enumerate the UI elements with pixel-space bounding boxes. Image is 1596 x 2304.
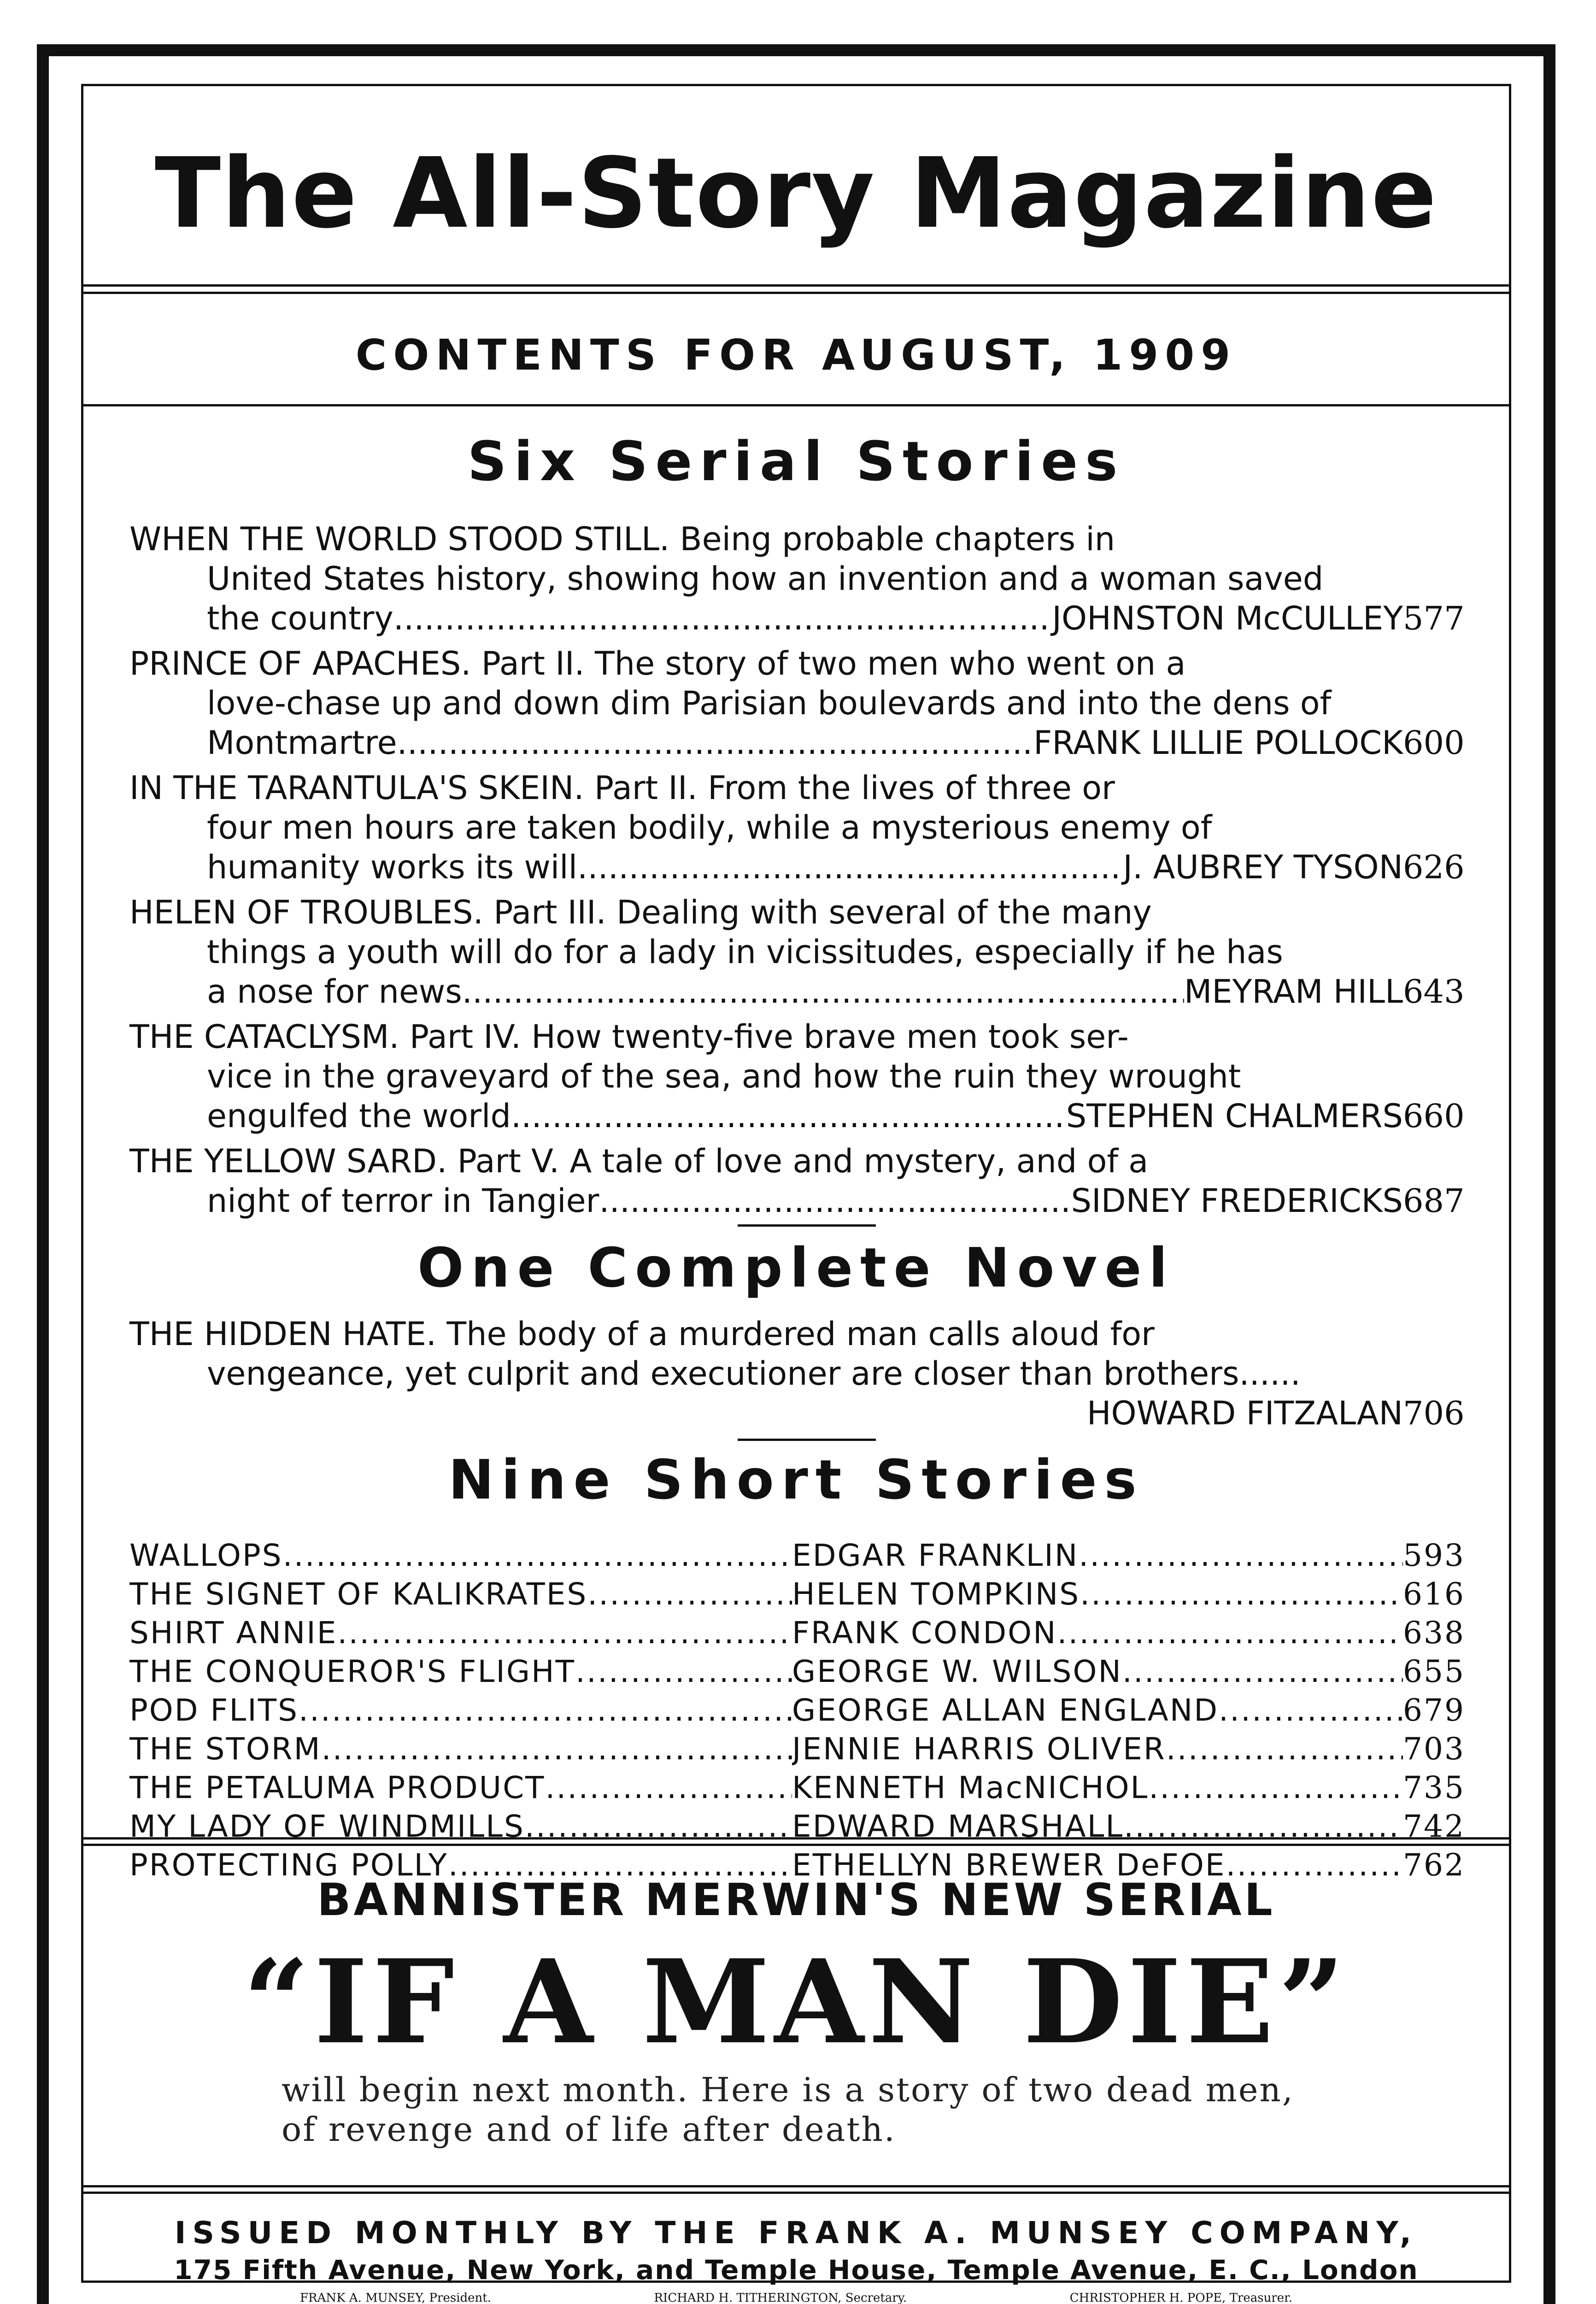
short-author: EDWARD MARSHALL <box>792 1809 1124 1844</box>
officer-president: FRANK A. MUNSEY, President. <box>300 2291 492 2304</box>
short-title: POD FLITS <box>129 1693 299 1728</box>
dot-leader <box>577 847 1123 887</box>
serial-line: IN THE TARANTULA'S SKEIN. Part II. From the lives of three or <box>129 769 1115 807</box>
serial-line: vice in the graveyard of the sea, and how the ruin they wrought <box>207 1058 1241 1095</box>
promo-text <box>282 2070 1371 2149</box>
dot-leader <box>397 723 1033 763</box>
contents-rule <box>83 404 1509 406</box>
short-story-row <box>129 1731 1463 1767</box>
serial-author: J. AUBREY TYSON <box>1123 848 1403 886</box>
serial-entry <box>129 644 1463 763</box>
short-page: 655 <box>1403 1654 1465 1689</box>
serial-line: four men hours are taken bodily, while a mysterious enemy of <box>207 809 1212 846</box>
novel-entry <box>129 1314 1463 1433</box>
novel-line: vengeance, yet culprit and executioner are closer than brothers...... <box>207 1355 1301 1393</box>
title-rule <box>83 284 1509 287</box>
novel-author: HOWARD FITZALAN <box>1086 1394 1403 1432</box>
short-author: JENNIE HARRIS OLIVER <box>792 1731 1166 1767</box>
serial-author: SIDNEY FREDERICKS <box>1071 1182 1403 1220</box>
short-story-row <box>129 1615 1463 1651</box>
novel-heading: One Complete Novel <box>417 1236 1175 1299</box>
novel-line: THE HIDDEN HATE. The body of a murdered man calls aloud for <box>129 1315 1155 1353</box>
short-page: 735 <box>1403 1770 1465 1805</box>
short-page: 638 <box>1403 1615 1465 1651</box>
short-title-cell <box>129 1538 792 1573</box>
promo-rule <box>83 1837 1509 1840</box>
short-title: SHIRT ANNIE <box>129 1615 338 1651</box>
issued-line: ISSUED MONTHLY BY THE FRANK A. MUNSEY COMPANY, <box>174 2215 1418 2251</box>
short-page: 742 <box>1403 1809 1465 1844</box>
short-author: EDGAR FRANKLIN <box>792 1538 1079 1573</box>
serial-line: THE YELLOW SARD. Part V. A tale of love and mystery, and of a <box>129 1142 1149 1180</box>
officer-treasurer: CHRISTOPHER H. POPE, Treasurer. <box>1069 2291 1292 2304</box>
dot-leader <box>322 1731 792 1767</box>
short-page: 762 <box>1403 1847 1465 1883</box>
short-author: GEORGE W. WILSON <box>792 1654 1122 1689</box>
short-author: KENNETH MacNICHOL <box>792 1770 1149 1805</box>
serial-page: 643 <box>1403 973 1465 1011</box>
dot-leader <box>1057 1615 1403 1651</box>
serial-line: THE CATACLYSM. Part IV. How twenty-five brave men took ser- <box>129 1018 1129 1056</box>
serial-final-line <box>129 847 1463 887</box>
short-title: THE SIGNET OF KALIKRATES <box>129 1576 588 1612</box>
short-author: GEORGE ALLAN ENGLAND <box>792 1693 1219 1728</box>
serial-final-line <box>129 972 1463 1011</box>
serial-page: 687 <box>1403 1182 1465 1220</box>
dot-leader <box>1122 1654 1403 1689</box>
serial-entry <box>129 893 1463 1011</box>
serial-final-line <box>129 599 1463 638</box>
serial-author: FRANK LILLIE POLLOCK <box>1033 724 1403 762</box>
short-story-row <box>129 1770 1463 1805</box>
footer-rule-2 <box>83 2192 1509 2194</box>
serial-text: a nose for news <box>207 973 462 1011</box>
short-title: THE CONQUEROR'S FLIGHT <box>129 1654 575 1689</box>
short-title-cell <box>129 1770 792 1805</box>
short-author-cell <box>792 1538 1403 1573</box>
serial-entry <box>129 1141 1463 1221</box>
short-story-row <box>129 1654 1463 1689</box>
serial-final-line <box>129 723 1463 763</box>
promo-rule-2 <box>83 1844 1509 1846</box>
title-rule-2 <box>83 292 1509 294</box>
short-title: WALLOPS <box>129 1538 283 1573</box>
serial-text: engulfed the world <box>207 1097 511 1135</box>
dot-leader <box>283 1538 792 1573</box>
section-divider <box>738 1224 876 1227</box>
serial-author: STEPHEN CHALMERS <box>1066 1097 1403 1135</box>
serial-text: the country <box>207 600 393 637</box>
dot-leader <box>575 1654 792 1689</box>
short-title: MY LADY OF WINDMILLS <box>129 1809 525 1844</box>
dot-leader <box>462 972 1184 1011</box>
serial-line: WHEN THE WORLD STOOD STILL. Being probable chapters in <box>129 520 1115 558</box>
serial-page: 600 <box>1403 724 1465 762</box>
short-title-cell <box>129 1693 792 1728</box>
serial-entry <box>129 768 1463 887</box>
short-story-row <box>129 1693 1463 1728</box>
dot-leader <box>1080 1576 1403 1612</box>
footer-rule <box>83 2185 1509 2187</box>
short-page: 593 <box>1403 1538 1465 1573</box>
dot-leader <box>545 1770 792 1805</box>
short-author-cell <box>792 1576 1403 1612</box>
dot-leader <box>1166 1731 1403 1767</box>
section-divider <box>738 1439 876 1441</box>
dot-leader <box>599 1181 1071 1221</box>
serial-entry <box>129 519 1463 638</box>
short-story-row <box>129 1538 1463 1573</box>
inner-border <box>81 84 1511 2304</box>
promo-text-line: of revenge and of life after death. <box>282 2110 896 2149</box>
short-page: 679 <box>1403 1693 1465 1728</box>
promo-text-line: will begin next month. Here is a story of two dead men, <box>282 2070 1294 2109</box>
serial-page: 626 <box>1403 848 1465 886</box>
short-author: HELEN TOMPKINS <box>792 1576 1080 1612</box>
short-author-cell <box>792 1770 1403 1805</box>
serial-line: love-chase up and down dim Parisian boulevards and into the dens of <box>207 684 1332 722</box>
novel-author-line <box>129 1393 1463 1433</box>
serial-line: HELEN OF TROUBLES. Part III. Dealing with several of the many <box>129 893 1152 931</box>
officer-secretary: RICHARD H. TITHERINGTON, Secretary. <box>654 2291 907 2304</box>
serial-author: MEYRAM HILL <box>1184 973 1403 1011</box>
novel-page: 706 <box>1403 1394 1465 1432</box>
serial-text: humanity works its will <box>207 848 578 886</box>
short-author-cell <box>792 1654 1403 1689</box>
serial-final-line <box>129 1096 1463 1136</box>
shorts-heading: Nine Short Stories <box>448 1448 1144 1511</box>
serial-entry <box>129 1017 1463 1136</box>
short-page: 616 <box>1403 1576 1465 1612</box>
short-title-cell <box>129 1576 792 1612</box>
officers-line <box>300 2291 1292 2304</box>
dot-leader <box>1219 1693 1403 1728</box>
short-title: THE PETALUMA PRODUCT <box>129 1770 546 1805</box>
short-author-cell <box>792 1731 1403 1767</box>
magazine-title: The All-Story Magazine <box>154 137 1438 250</box>
serials-heading: Six Serial Stories <box>467 429 1125 493</box>
short-author-cell <box>792 1693 1403 1728</box>
dot-leader <box>299 1693 792 1728</box>
serial-page: 660 <box>1403 1097 1465 1135</box>
promo-line: BANNISTER MERWIN'S NEW SERIAL <box>317 1874 1275 1926</box>
dot-leader <box>337 1615 792 1651</box>
serial-author: JOHNSTON McCULLEY <box>1052 600 1403 637</box>
short-title-cell <box>129 1654 792 1689</box>
serial-text: night of terror in Tangier <box>207 1182 599 1220</box>
dot-leader <box>1149 1770 1403 1805</box>
short-author-cell <box>792 1615 1403 1651</box>
contents-heading: CONTENTS FOR AUGUST, 1909 <box>355 330 1237 380</box>
promo-title: “IF A MAN DIE” <box>243 1934 1350 2069</box>
address-line: 175 Fifth Avenue, New York, and Temple House, Temple Avenue, E. C., London <box>174 2254 1419 2286</box>
dot-leader <box>587 1576 792 1612</box>
short-author: ETHELLYN BREWER DeFOE <box>792 1847 1226 1883</box>
short-title-cell <box>129 1615 792 1651</box>
serial-page: 577 <box>1403 600 1465 637</box>
short-title: PROTECTING POLLY <box>129 1847 448 1883</box>
serial-text: Montmartre <box>207 724 397 762</box>
serial-line: PRINCE OF APACHES. Part II. The story of two men who went on a <box>129 645 1186 682</box>
dot-leader <box>1079 1538 1403 1573</box>
short-title-cell <box>129 1731 792 1767</box>
serial-line: things a youth will do for a lady in vicissitudes, especially if he has <box>207 933 1283 971</box>
page-border <box>37 44 1555 2304</box>
short-story-row <box>129 1576 1463 1612</box>
short-page: 703 <box>1403 1731 1465 1767</box>
serial-line: United States history, showing how an invention and a woman saved <box>207 560 1324 598</box>
short-title: THE STORM <box>129 1731 322 1767</box>
dot-leader <box>511 1096 1066 1136</box>
dot-leader <box>393 599 1052 638</box>
short-author: FRANK CONDON <box>792 1615 1057 1651</box>
serial-final-line <box>129 1181 1463 1221</box>
